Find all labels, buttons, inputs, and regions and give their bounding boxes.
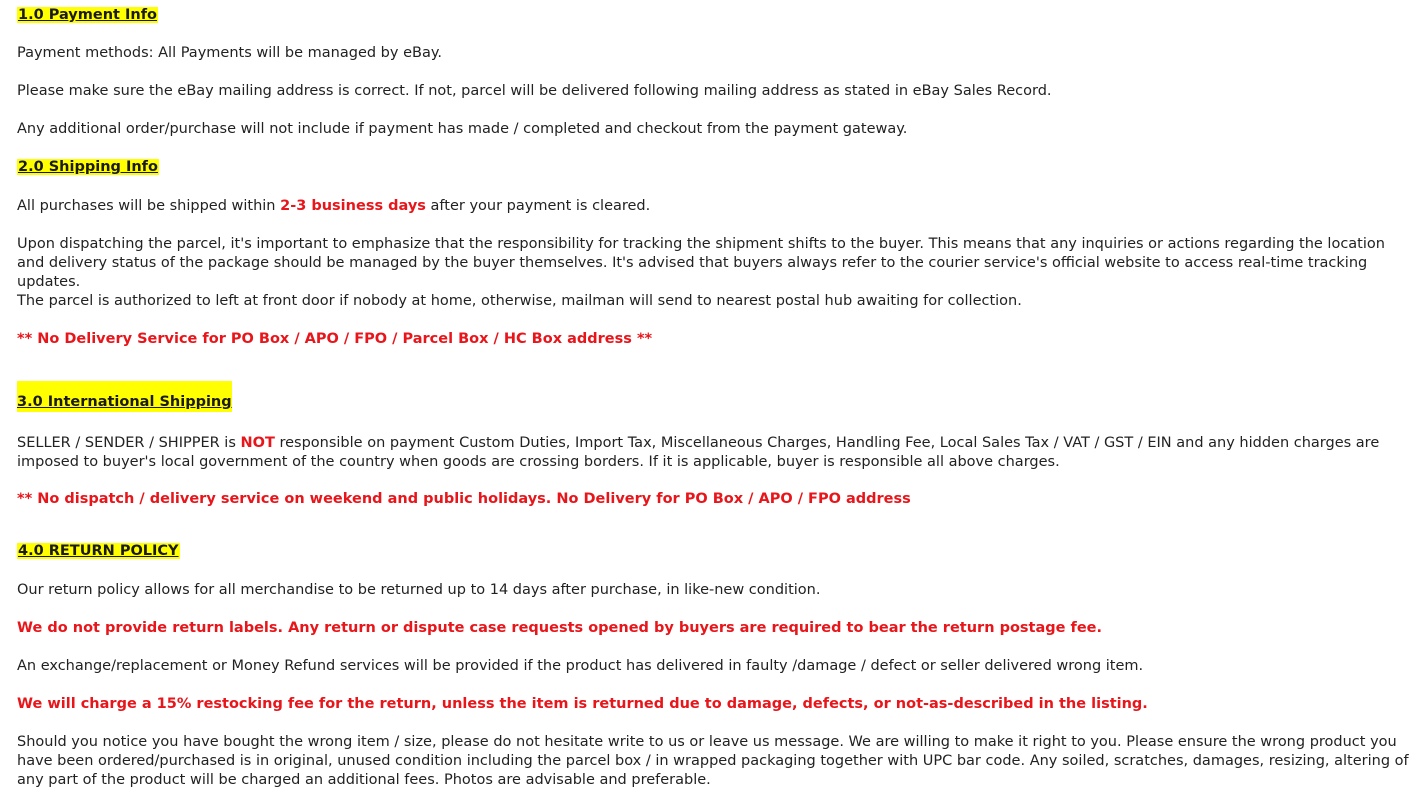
shipping-time-highlight: 2-3 business days [280, 198, 426, 214]
shipping-time-suffix: after your payment is cleared. [425, 198, 651, 214]
customs-not-highlight: NOT [240, 435, 275, 451]
payment-methods-text: Payment methods: All Payments will be managed by eBay. [17, 45, 442, 61]
shipping-time-prefix: All purchases will be shipped within [17, 198, 281, 214]
mailing-address-text: Please make sure the eBay mailing address is correct. If not, parcel will be delivered following mailing address as stated in eBay Sales Record. [17, 83, 1052, 99]
front-door-text: The parcel is authorized to left at front door if nobody at home, otherwise, mailman will send to nearest postal hub awaiting for collection. [17, 293, 1022, 309]
wrong-item-text: Should you notice you have bought the wrong item / size, please do not hesitate write to us or leave us message. We are willing to make it right to you. Please ensure the wrong product you have been ordered/purchased is in original, unused condition including the parcel box / in wrapped packaging together with UPC bar code. Any soiled, scratches, damages, resizing, altering of any part of the product will be charged an additional fees. Photos are advisable and preferable. [17, 734, 1409, 788]
section-heading-international: 3.0 International Shipping [17, 381, 232, 412]
section-shipping-heading-row [17, 158, 1411, 177]
section-heading-payment: 1.0 Payment Info [18, 7, 157, 23]
section-heading-shipping: 2.0 Shipping Info [18, 159, 158, 175]
return-labels-notice: We do not provide return labels. Any return or dispute case requests opened by buyers are required to bear the return postage fee. [17, 620, 1103, 636]
section-international-heading-row [17, 381, 1411, 412]
exchange-refund-text: An exchange/replacement or Money Refund services will be provided if the product has delivered in faulty /damage / defect or seller delivered wrong item. [17, 658, 1144, 674]
section-heading-returns: 4.0 RETURN POLICY [18, 543, 179, 559]
restocking-fee-notice: We will charge a 15% restocking fee for the return, unless the item is returned due to damage, defects, or not-as-described in the listing. [17, 696, 1148, 712]
additional-order-text: Any additional order/purchase will not include if payment has made / completed and checkout from the payment gateway. [17, 121, 908, 137]
section-returns-heading-row [17, 542, 1411, 561]
customs-duties-text [17, 434, 1411, 472]
return-window-text: Our return policy allows for all merchandise to be returned up to 14 days after purchase, in like-new condition. [17, 582, 821, 598]
customs-prefix: SELLER / SENDER / SHIPPER is [17, 435, 241, 451]
shipping-time-text [17, 197, 1411, 216]
po-box-notice: ** No Delivery Service for PO Box / APO / FPO / Parcel Box / HC Box address ** [17, 331, 653, 347]
tracking-responsibility-text: Upon dispatching the parcel, it's important to emphasize that the responsibility for tracking the shipment shifts to the buyer. This means that any inquiries or actions regarding the location and delivery status of the package should be managed by the buyer themselves. It's advised that buyers always refer to the courier service's official website to access real-time tracking updates. [17, 236, 1385, 290]
weekend-notice: ** No dispatch / delivery service on weekend and public holidays. No Delivery for PO Box / APO / FPO address [17, 491, 911, 507]
customs-suffix: responsible on payment Custom Duties, Import Tax, Miscellaneous Charges, Handling Fee, Local Sales Tax / VAT / GST / EIN and any hidden charges are imposed to buyer's local government of the country when goods are crossing borders. If it is applicable, buyer is responsible all above charges. [17, 435, 1380, 470]
section-payment-heading-row [17, 6, 1411, 25]
